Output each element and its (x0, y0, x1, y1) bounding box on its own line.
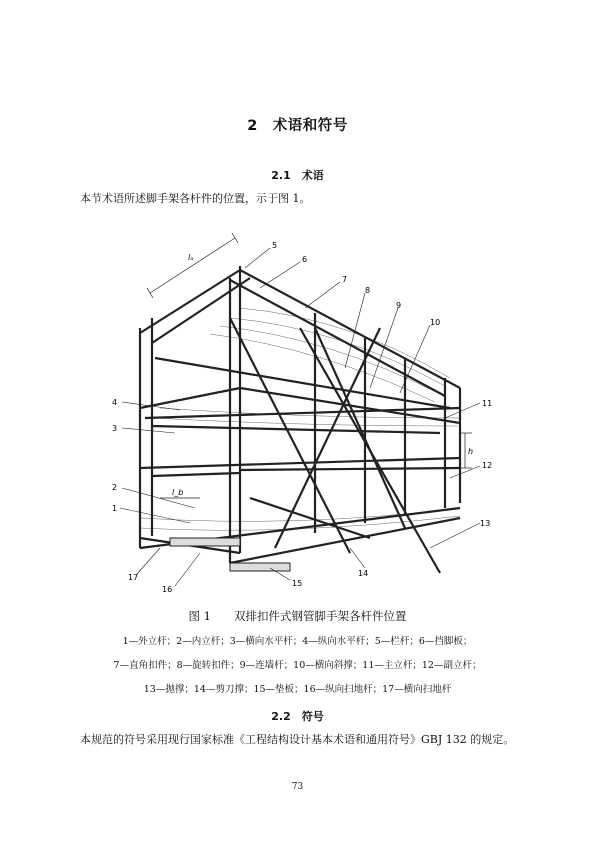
callout-10: 10 (430, 318, 441, 327)
terms-paragraph: 本节术语所述脚手架各杆件的位置，示于图 1。 (80, 192, 311, 205)
callout-13: 13 (480, 519, 491, 528)
legend-line: 7—直角扣件；8—旋转扣件；9—连墙杆；10—横向斜撑；11—主立杆；12—副立杆； (113, 660, 482, 671)
callout-17: 17 (128, 573, 139, 582)
callout-11: 11 (482, 399, 493, 408)
callout-3: 3 (112, 424, 118, 433)
callout-4: 4 (112, 398, 118, 407)
dimension-label-la: lₐ (188, 253, 194, 262)
page-number: 73 (291, 782, 304, 792)
callout-1: 1 (112, 504, 118, 513)
callout-14: 14 (358, 569, 369, 578)
callout-6: 6 (302, 255, 308, 264)
callout-15: 15 (292, 579, 303, 588)
callout-2: 2 (112, 483, 118, 492)
scaffold-drawing (140, 266, 460, 573)
callout-9: 9 (396, 301, 402, 310)
callout-5: 5 (272, 241, 278, 250)
dimension-label-h: h (468, 447, 474, 456)
chapter-title: 2 术语和符号 (247, 118, 348, 134)
scaffold-figure (100, 218, 500, 598)
callout-8: 8 (365, 286, 371, 295)
section-heading-terms: 2.1 术语 (271, 169, 324, 182)
legend-line: 13—抛撑；14—剪刀撑；15—垫板；16—纵向扫地杆；17—横向扫地杆 (143, 684, 452, 695)
callout-16: 16 (162, 585, 173, 594)
dimension-label-lb: l_b (172, 488, 184, 497)
figure-caption: 图 1 双排扣件式钢管脚手架各杆件位置 (188, 609, 407, 623)
section-heading-symbols: 2.2 符号 (271, 710, 324, 723)
callout-7: 7 (342, 275, 348, 284)
legend-line: 1—外立杆；2—内立杆；3—横向水平杆；4—纵向水平杆；5—栏杆；6—挡脚板； (122, 636, 473, 647)
callout-12: 12 (482, 461, 493, 470)
symbols-paragraph: 本规范的符号采用现行国家标准《工程结构设计基本术语和通用符号》GBJ 132 的规定。 (80, 733, 515, 746)
